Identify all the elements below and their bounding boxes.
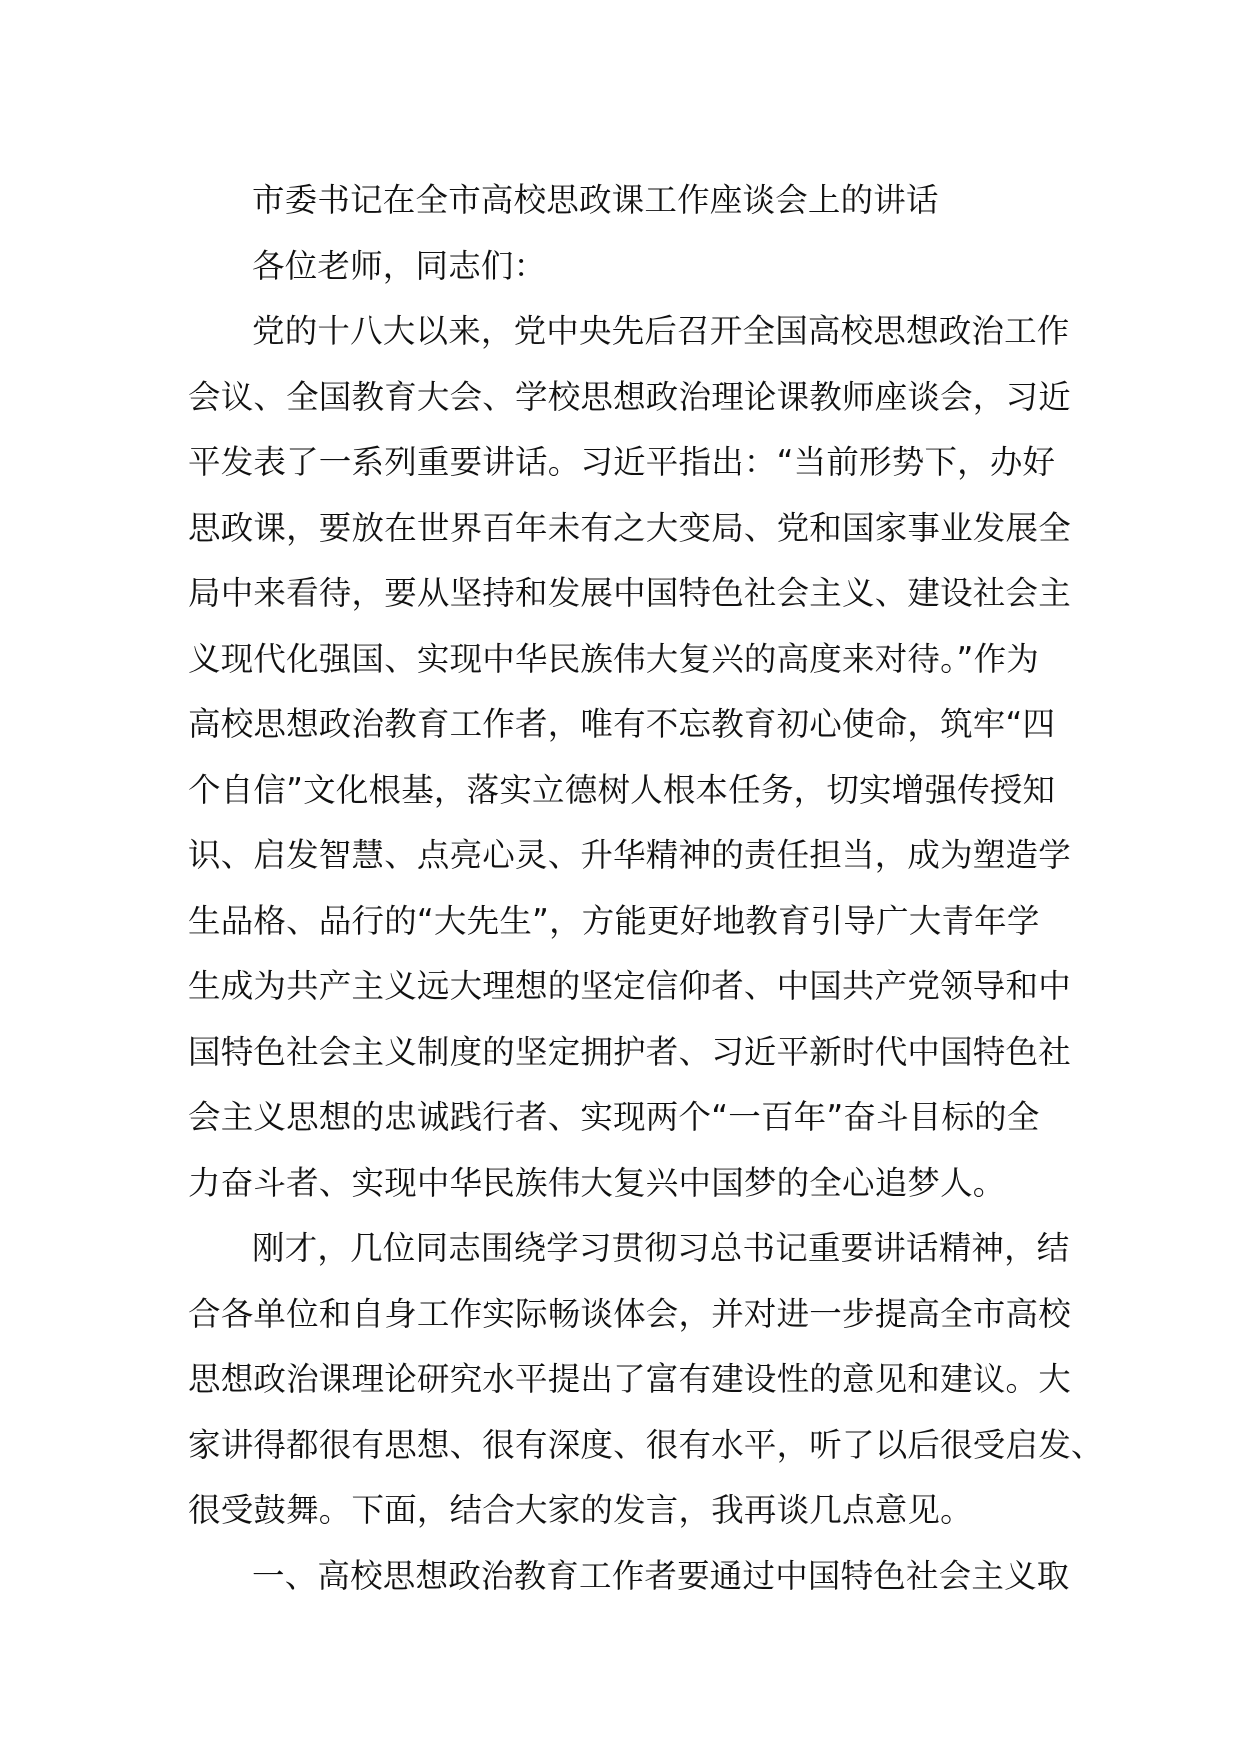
paragraph-line: 高校思想政治教育工作者，唯有不忘教育初心使命，筑牢“四 bbox=[188, 705, 1056, 743]
salutation: 各位老师，同志们： bbox=[252, 246, 547, 285]
paragraph-line: 力奋斗者、实现中华民族伟大复兴中国梦的全心追梦人。 bbox=[188, 1163, 1006, 1202]
paragraph-line: 合各单位和自身工作实际畅谈体会，并对进一步提高全市高校 bbox=[188, 1294, 1071, 1333]
paragraph-line: 国特色社会主义制度的坚定拥护者、习近平新时代中国特色社 bbox=[188, 1032, 1071, 1071]
paragraph-1 bbox=[188, 299, 1071, 1216]
paragraph-line: 生品格、品行的“大先生”，方能更好地教育引导广大青年学 bbox=[188, 901, 1040, 940]
paragraph-line: 局中来看待，要从坚持和发展中国特色社会主义、建设社会主 bbox=[188, 574, 1071, 612]
paragraph-line: 党的十八大以来，党中央先后召开全国高校思想政治工作 bbox=[252, 312, 1070, 350]
paragraph-line: 义现代化强国、实现中华民族伟大复兴的高度来对待。”作为 bbox=[188, 639, 1039, 678]
paragraph-line: 会议、全国教育大会、学校思想政治理论课教师座谈会，习近 bbox=[188, 377, 1071, 416]
paragraph-line: 思政课，要放在世界百年未有之大变局、党和国家事业发展全 bbox=[188, 508, 1071, 547]
paragraph-2 bbox=[188, 1216, 1104, 1544]
paragraph-line: 刚才，几位同志围绕学习贯彻习总书记重要讲话精神，结 bbox=[252, 1229, 1070, 1267]
paragraph-line: 家讲得都很有思想、很有深度、很有水平，听了以后很受启发、 bbox=[188, 1425, 1104, 1464]
paragraph-line: 很受鼓舞。下面，结合大家的发言，我再谈几点意见。 bbox=[188, 1491, 973, 1529]
paragraph-line: 个自信”文化根基，落实立德树人根本任务，切实增强传授知 bbox=[188, 770, 1056, 809]
paragraph-line: 会主义思想的忠诚践行者、实现两个“一百年”奋斗目标的全 bbox=[188, 1098, 1040, 1136]
section-heading: 一、高校思想政治教育工作者要通过中国特色社会主义取 bbox=[252, 1556, 1070, 1595]
paragraph-line: 思想政治课理论研究水平提出了富有建设性的意见和建议。大 bbox=[188, 1360, 1071, 1398]
paragraph-line: 识、启发智慧、点亮心灵、升华精神的责任担当，成为塑造学 bbox=[188, 836, 1071, 874]
paragraph-line: 平发表了一系列重要讲话。习近平指出：“当前形势下，办好 bbox=[188, 443, 1056, 481]
document-title: 市委书记在全市高校思政课工作座谈会上的讲话 bbox=[252, 181, 939, 219]
paragraph-line: 生成为共产主义远大理想的坚定信仰者、中国共产党领导和中 bbox=[188, 967, 1071, 1005]
document-body bbox=[188, 168, 1104, 1609]
